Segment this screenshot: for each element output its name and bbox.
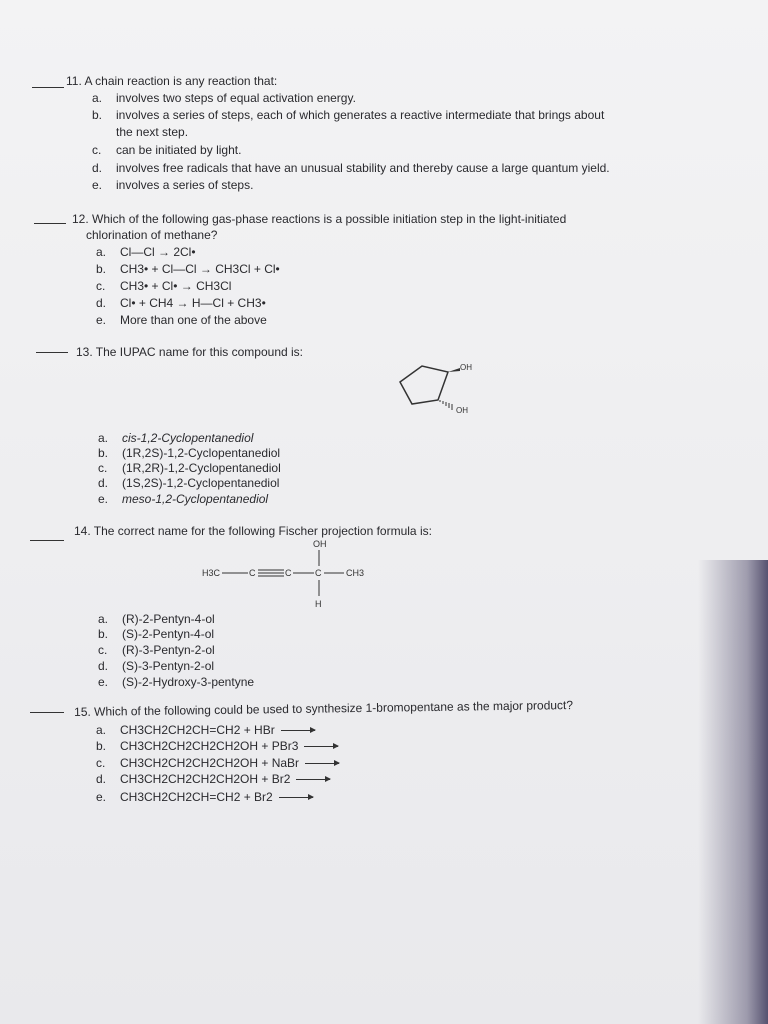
option-c: c. (1R,2R)-1,2-Cyclopentanediol (98, 461, 281, 475)
option-e: e. (S)-2-Hydroxy-3-pentyne (98, 675, 255, 689)
carbon-1: C (249, 568, 256, 578)
question-text: 14. The correct name for the following Fischer projection formula is: (74, 524, 432, 538)
triple-bond (258, 570, 284, 576)
answer-blank[interactable] (30, 540, 64, 541)
option-d: d. (1S,2S)-1,2-Cyclopentanediol (98, 476, 280, 490)
page-shadow (698, 560, 768, 1024)
oh-label-top: OH (460, 363, 472, 372)
question-text: 15. Which of the following could be used to synthesize 1-bromopentane as the major product? (74, 698, 574, 719)
option-c: c. CH3• + Cl• → CH3Cl (96, 279, 232, 293)
oh-label: OH (313, 539, 327, 549)
carbon-3: C (315, 568, 322, 578)
option-c: c. can be initiated by light. (92, 143, 242, 157)
hash-bond (440, 400, 452, 410)
reaction-arrow (281, 730, 315, 731)
option-a: a. Cl—Cl → 2Cl• (96, 245, 196, 259)
option-a: a. (R)-2-Pentyn-4-ol (98, 612, 215, 626)
answer-blank[interactable] (32, 87, 64, 88)
option-e: e. More than one of the above (96, 313, 267, 327)
wedge-bond (448, 368, 460, 372)
reaction-arrow (296, 779, 330, 780)
option-e: e. meso-1,2-Cyclopentanediol (98, 492, 269, 506)
option-d: d. involves free radicals that have an unusual stability and thereby cause a large quantum yield. (92, 161, 610, 175)
option-e: e. CH3CH2CH2CH=CH2 + Br2 (96, 790, 313, 804)
option-b: b. (S)-2-Pentyn-4-ol (98, 627, 215, 641)
option-a: a. cis-1,2-Cyclopentanediol (98, 431, 254, 445)
carbon-2: C (285, 568, 292, 578)
cyclopentane-ring (400, 366, 448, 404)
answer-blank[interactable] (34, 223, 66, 224)
option-d: d. (S)-3-Pentyn-2-ol (98, 659, 215, 673)
ch3-label: CH3 (346, 568, 365, 578)
option-b-cont: the next step. (116, 125, 189, 139)
reaction-arrow (304, 746, 338, 747)
option-d: d. Cl• + CH4 → H—Cl + CH3• (96, 296, 266, 310)
option-b: b. CH3CH2CH2CH2CH2OH + PBr3 (96, 739, 338, 753)
option-a: a. CH3CH2CH2CH=CH2 + HBr (96, 723, 315, 737)
option-b: b. (1R,2S)-1,2-Cyclopentanediol (98, 446, 281, 460)
option-e: e. involves a series of steps. (92, 178, 254, 192)
oh-label-bottom: OH (456, 406, 468, 415)
reaction-arrow (305, 763, 339, 764)
option-d: d. CH3CH2CH2CH2CH2OH + Br2 (96, 772, 330, 786)
option-c: c. (R)-3-Pentyn-2-ol (98, 643, 215, 657)
option-a: a. involves two steps of equal activation energy. (92, 91, 356, 105)
h3c-label: H3C (202, 568, 221, 578)
question-text: 13. The IUPAC name for this compound is: (76, 345, 303, 359)
question-text: 11. A chain reaction is any reaction that: (66, 74, 278, 88)
option-b: b. involves a series of steps, each of which generates a reactive intermediate that brings about (92, 108, 605, 122)
option-c: c. CH3CH2CH2CH2CH2OH + NaBr (96, 756, 339, 770)
question-text: 12. Which of the following gas-phase reactions is a possible initiation step in the light-initiated (72, 212, 567, 226)
reaction-arrow (279, 797, 313, 798)
answer-blank[interactable] (36, 352, 68, 353)
cyclopentanediol-structure (390, 360, 500, 440)
h-label: H (315, 599, 322, 609)
question-text-2: chlorination of methane? (86, 228, 218, 242)
option-b: b. CH3• + Cl—Cl → CH3Cl + Cl• (96, 262, 280, 276)
fischer-projection (196, 536, 376, 616)
answer-blank[interactable] (30, 712, 64, 713)
